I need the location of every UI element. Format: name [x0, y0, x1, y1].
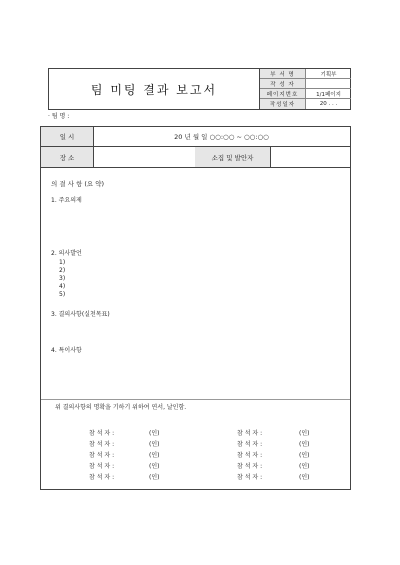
place-row [41, 147, 350, 168]
remark-item: 1) [59, 259, 66, 266]
header-table [48, 68, 351, 110]
attendee-label: 참 석 자 : [89, 474, 115, 481]
remark-item: 3) [59, 275, 66, 282]
document-title: 팀 미팅 결과 보고서 [90, 82, 218, 97]
section-remarks: 2. 의사발언 [51, 250, 82, 257]
remark-item: 4) [59, 283, 66, 290]
attendee-label: 참 석 자 : [89, 463, 115, 470]
attendee-label: 참 석 자 : [237, 452, 263, 459]
seal-mark: (인) [149, 452, 160, 459]
section-agenda: 1. 주요의제 [51, 197, 82, 204]
attendee-label: 참 석 자 : [89, 452, 115, 459]
summary-heading: 의 결 사 항 (요 약) [51, 180, 105, 188]
date-row [41, 127, 350, 147]
attendee-label: 참 석 자 : [237, 441, 263, 448]
place-label: 장 소 [41, 147, 94, 167]
remark-item: 2) [59, 267, 66, 274]
report-table [40, 126, 351, 490]
meta-label: 부 서 명 [260, 69, 306, 78]
team-name-label: · 팀 명 : [48, 113, 70, 120]
attendee-label: 참 석 자 : [237, 474, 263, 481]
seal-mark: (인) [299, 452, 310, 459]
seal-mark: (인) [149, 463, 160, 470]
meta-row-page [260, 89, 351, 99]
attendee-label: 참 석 자 : [89, 441, 115, 448]
seal-mark: (인) [149, 441, 160, 448]
meta-value: 기획부 [320, 71, 337, 78]
section-special: 4. 특이사항 [51, 347, 82, 354]
summary-section [41, 168, 350, 399]
seal-mark: (인) [149, 430, 160, 437]
meta-value [306, 79, 351, 88]
meta-value: 20 . . . [319, 101, 338, 107]
attendee-label: 참 석 자 : [237, 463, 263, 470]
seal-mark: (인) [299, 430, 310, 437]
section-divider [41, 399, 350, 400]
meta-label: 작 성 자 [260, 79, 306, 88]
convener-value [270, 147, 350, 167]
place-value [93, 147, 196, 167]
meta-table [259, 69, 351, 109]
section-resolution: 3. 결의사항(실천목표) [51, 311, 110, 318]
date-value: 20 년 월 일 ○○:○○ ~ ○○:○○ [174, 133, 269, 141]
seal-mark: (인) [299, 463, 310, 470]
meta-row-department [260, 69, 351, 79]
seal-mark: (인) [149, 474, 160, 481]
meta-row-date [260, 99, 351, 109]
seal-mark: (인) [299, 441, 310, 448]
seal-mark: (인) [299, 474, 310, 481]
meta-row-author [260, 79, 351, 89]
attendee-label: 참 석 자 : [237, 430, 263, 437]
confirmation-text: 위 결의사항의 명확을 기하기 위하여 연서, 날인함. [55, 404, 187, 411]
meta-value: 1/1페이지 [316, 91, 341, 98]
meta-label: 작성일자 [260, 99, 306, 109]
attendee-label: 참 석 자 : [89, 430, 115, 437]
meta-label: 페이지번호 [260, 89, 306, 98]
date-label: 일 시 [41, 127, 94, 146]
convener-label: 소집 및 발안자 [195, 147, 271, 167]
remark-item: 5) [59, 291, 66, 298]
